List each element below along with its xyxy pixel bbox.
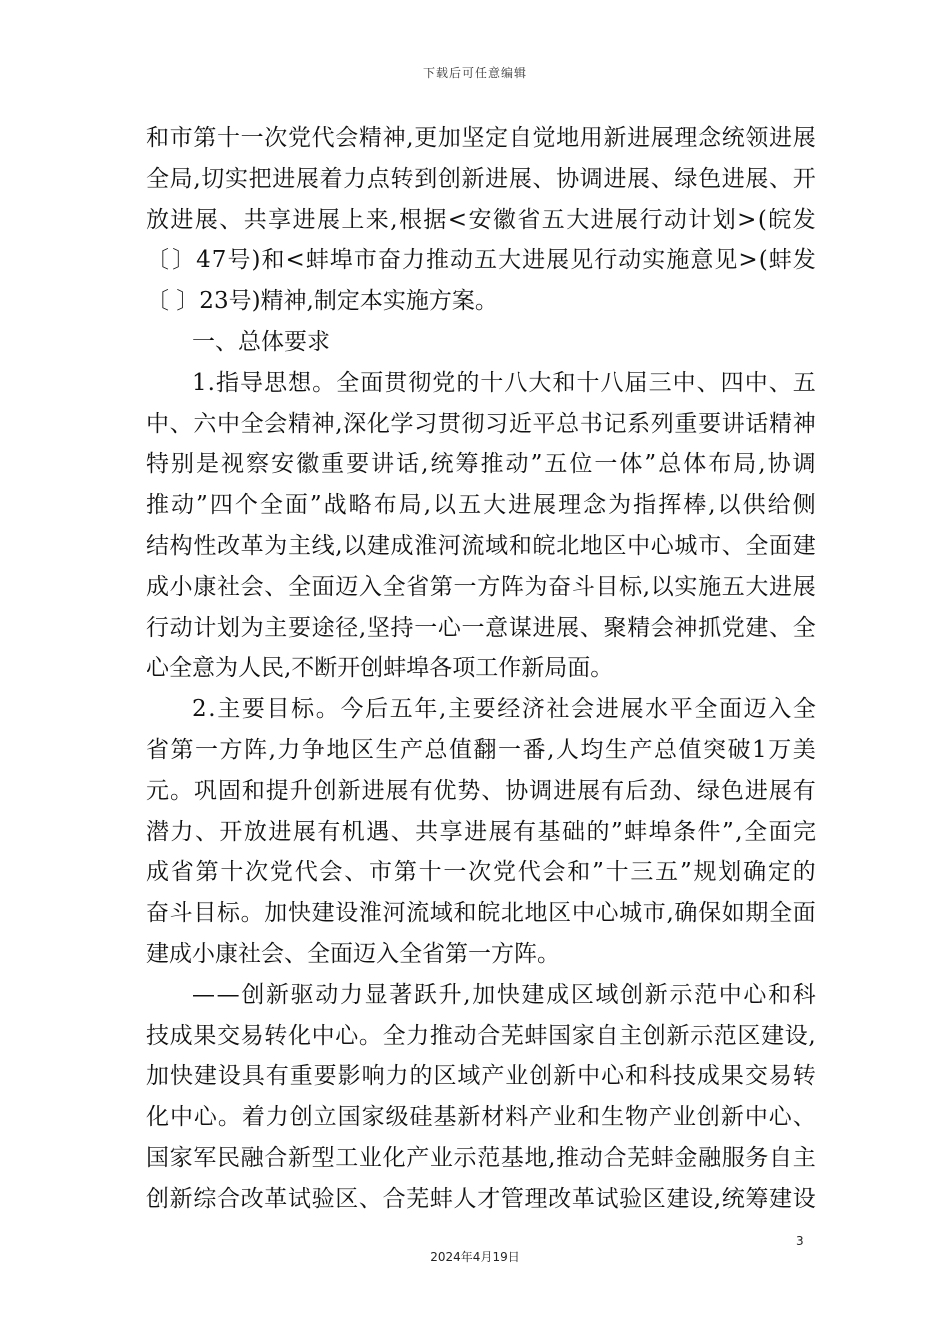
text-line: 和 市 第 十 一 次 党 代 会 精 神 , 更 加 坚 定 自 觉 地 用 新 进 展 理 念 统 领 进 展 [146, 125, 816, 151]
text-line: 国 家 军 民 融 合 新 型 工 业 化 产 业 示 范 基 地 , 推 动 合 芜 蚌 金 融 服 务 自 主 [146, 1144, 816, 1171]
text-line: 〔 〕 4 7 号 ) 和 < 蚌 埠 市 奋 力 推 动 五 大 进 展 见 行 动 实 施 意 见 > ( 蚌 发 [146, 247, 816, 274]
text-line: 潜 力 、 开 放 进 展 有 机 遇 、 共 享 进 展 有 基 础 的 ” 蚌 埠 条 件 ” , 全 面 完 [146, 818, 816, 845]
text-line: 特 别 是 视 察 安 徽 重 要 讲 话 , 统 筹 推 动 ” 五 位 一 体 ” 总 体 布 局 , 协 调 [146, 451, 816, 478]
text-line: 心全意为人民,不断开创蚌埠各项工作新局面。 [146, 655, 614, 682]
text-line: 成 省 第 十 次 党 代 会 、 市 第 十 一 次 党 代 会 和 ” 十 三 五 ” 规 划 确 定 的 [146, 859, 816, 886]
page-number: 3 [796, 1234, 804, 1248]
text-line: 奋 斗 目 标 。 加 快 建 设 淮 河 流 域 和 皖 北 地 区 中 心 城 市 , 确 保 如 期 全 面 [146, 900, 816, 927]
page-header: 下载后可任意编辑 [422, 66, 527, 80]
text-line: 技 成 果 交 易 转 化 中 心 。 全 力 推 动 合 芜 蚌 国 家 自 主 创 新 示 范 区 建 设 , [146, 1022, 816, 1049]
text-line: 省 第 一 方 阵 , 力 争 地 区 生 产 总 值 翻 一 番 , 人 均 生 产 总 值 突 破 1 万 美 [146, 736, 816, 763]
text-line: 创 新 综 合 改 革 试 验 区 、 合 芜 蚌 人 才 管 理 改 革 试 验 区 建 设 , 统 筹 建 设 [146, 1185, 816, 1212]
text-line: 加 快 建 设 具 有 重 要 影 响 力 的 区 域 产 业 创 新 中 心 和 科 技 成 果 交 易 转 [146, 1063, 816, 1090]
text-line: 中 、 六 中 全 会 精 神 , 深 化 学 习 贯 彻 习 近 平 总 书 记 系 列 重 要 讲 话 精 神 [146, 410, 816, 437]
text-line: 全 局 , 切 实 把 进 展 着 力 点 转 到 创 新 进 展 、 协 调 进 展 、 绿 色 进 展 、 开 [146, 165, 816, 192]
text-line: 元 。 巩 固 和 提 升 创 新 进 展 有 优 势 、 协 调 进 展 有 后 劲 、 绿 色 进 展 有 [146, 777, 816, 804]
text-line: 建成小康社会、全面迈入全省第一方阵。 [146, 940, 560, 967]
text-line: — — 创 新 驱 动 力 显 著 跃 升 , 加 快 建 成 区 域 创 新 示 范 中 心 和 科 [192, 981, 816, 1008]
text-line: 成 小 康 社 会 、 全 面 迈 入 全 省 第 一 方 阵 为 奋 斗 目 标 , 以 实 施 五 大 进 展 [146, 573, 816, 600]
body-text [146, 118, 816, 1220]
text-line: 放 进 展 、 共 享 进 展 上 来 , 根 据 < 安 徽 省 五 大 进 展 行 动 计 划 > ( 皖 发 [146, 206, 816, 233]
text-line: 〔 〕23号)精神,制定本实施方案。 [146, 288, 498, 315]
text-line: 结 构 性 改 革 为 主 线 , 以 建 成 淮 河 流 域 和 皖 北 地 区 中 心 城 市 、 全 面 建 [146, 532, 816, 559]
text-line: 1 . 指 导 思 想 。 全 面 贯 彻 党 的 十 八 大 和 十 八 届 三 中 、 四 中 、 五 [192, 369, 816, 396]
text-line: 行 动 计 划 为 主 要 途 径 , 坚 持 一 心 一 意 谋 进 展 、 聚 精 会 神 抓 党 建 、 全 [146, 614, 816, 641]
page-footer-date: 2024年4月19日 [430, 1250, 520, 1264]
section-heading: 一、总体要求 [192, 328, 330, 355]
text-line: 推 动 ” 四 个 全 面 ” 战 略 布 局 , 以 五 大 进 展 理 念 为 指 挥 棒 , 以 供 给 侧 [146, 492, 816, 519]
text-line: 2 . 主 要 目 标 。 今 后 五 年 , 主 要 经 济 社 会 进 展 水 平 全 面 迈 入 全 [192, 696, 816, 723]
text-line: 化 中 心 。 着 力 创 立 国 家 级 硅 基 新 材 料 产 业 和 生 物 产 业 创 新 中 心 、 [146, 1104, 816, 1131]
